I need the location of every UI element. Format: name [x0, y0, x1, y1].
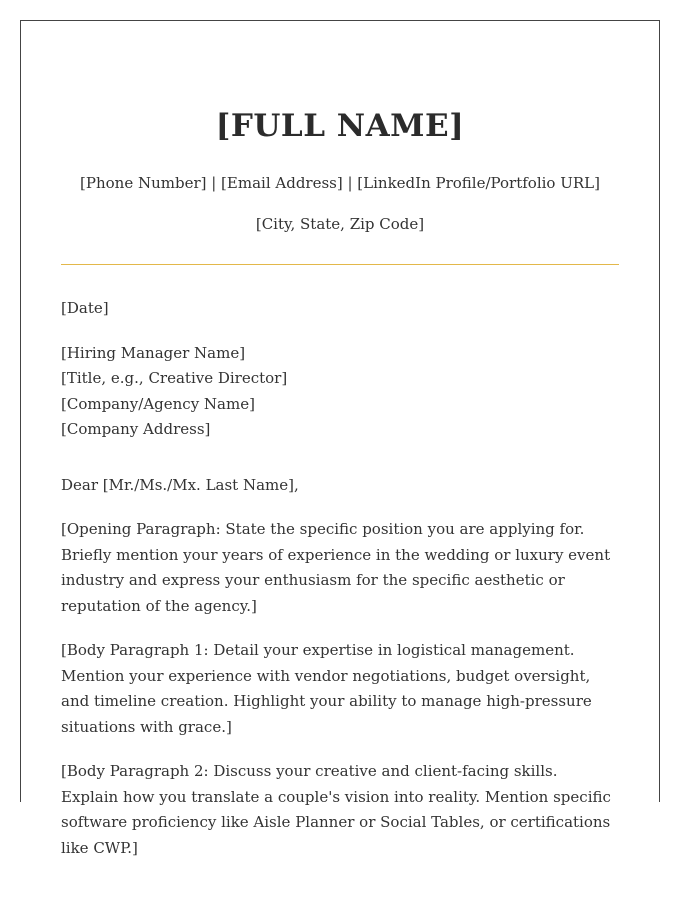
body-paragraph-1: [Body Paragraph 1: Detail your expertise in logistical management. Mention your experience with vendor negotiations, budget oversight, and timeline creation. Highlight your ability to manage high-pressure situations with grace.] — [61, 641, 592, 736]
letter-date: [Date] — [61, 299, 109, 317]
header-divider — [61, 264, 619, 265]
full-name-heading: [FULL NAME] — [215, 108, 465, 144]
location-line: [City, State, Zip Code] — [255, 215, 425, 233]
recipient-company: [Company/Agency Name] — [61, 394, 255, 413]
salutation: Dear [Mr./Ms./Mx. Last Name], — [61, 475, 299, 494]
letter-page — [20, 20, 660, 857]
recipient-block — [61, 341, 619, 443]
letter-header — [21, 21, 659, 234]
opening-paragraph: [Opening Paragraph: State the specific position you are applying for. Briefly mention your years of experience in the wedding or luxury event industry and express your enthusiasm for the specific aesthetic or reputation of the agency.] — [61, 520, 611, 615]
recipient-address: [Company Address] — [61, 420, 211, 438]
recipient-name: [Hiring Manager Name] — [61, 343, 246, 362]
letter-body — [21, 296, 659, 861]
recipient-title: [Title, e.g., Creative Director] — [61, 369, 288, 387]
body-paragraph-2: [Body Paragraph 2: Discuss your creative and client-facing skills. Explain how you translate a couple's vision into reality. Mention specific software proficiency like Aisle Planner or Social Tables, or certifications like CWP.] — [61, 762, 611, 857]
contact-line: [Phone Number] | [Email Address] | [LinkedIn Profile/Portfolio URL] — [80, 174, 600, 192]
